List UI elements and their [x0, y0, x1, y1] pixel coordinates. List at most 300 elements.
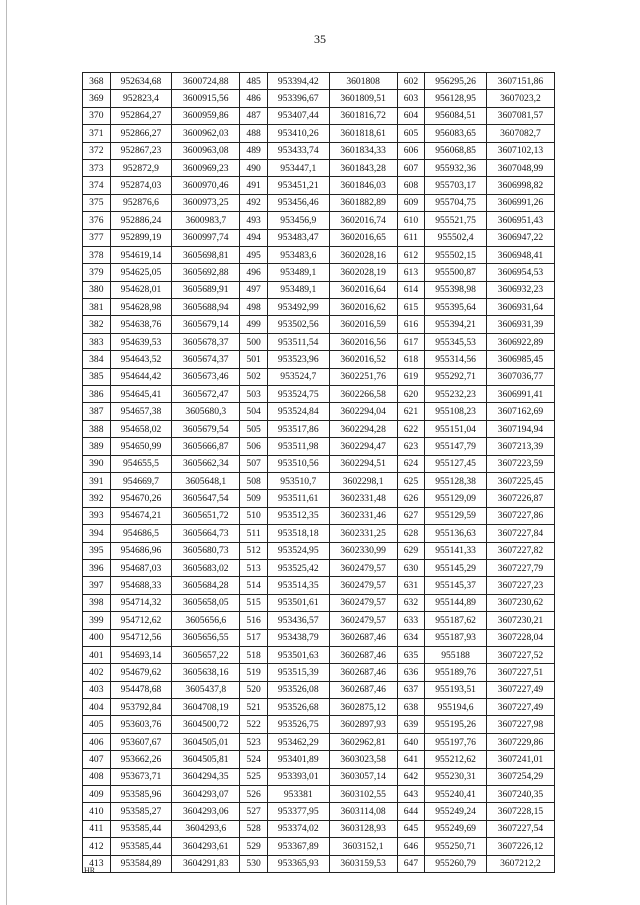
- y-coordinate-cell: 3600962,03: [172, 125, 240, 142]
- y-coordinate-cell: 3607082,7: [486, 125, 554, 142]
- table-row: [83, 333, 555, 350]
- y-coordinate-cell: 3602028,19: [329, 264, 397, 281]
- table-row: [83, 681, 555, 698]
- x-coordinate-cell: 955189,76: [425, 664, 487, 681]
- y-coordinate-cell: 3605656,6: [172, 612, 240, 629]
- y-coordinate-cell: 3602016,56: [329, 333, 397, 350]
- y-coordinate-cell: 3607227,51: [486, 664, 554, 681]
- point-number-cell: 622: [397, 420, 425, 437]
- table-row: [83, 125, 555, 142]
- x-coordinate-cell: 953433,74: [267, 142, 329, 159]
- x-coordinate-cell: 953526,08: [267, 681, 329, 698]
- x-coordinate-cell: 955128,38: [425, 472, 487, 489]
- y-coordinate-cell: 3602028,16: [329, 246, 397, 263]
- point-number-cell: 639: [397, 716, 425, 733]
- y-coordinate-cell: 3600970,46: [172, 177, 240, 194]
- table-row: [83, 646, 555, 663]
- point-number-cell: 485: [240, 73, 268, 90]
- y-coordinate-cell: 3601818,61: [329, 125, 397, 142]
- point-number-cell: 625: [397, 472, 425, 489]
- point-number-cell: 401: [83, 646, 111, 663]
- y-coordinate-cell: 3602331,48: [329, 490, 397, 507]
- x-coordinate-cell: 954619,14: [110, 246, 172, 263]
- x-coordinate-cell: 953365,93: [267, 855, 329, 872]
- y-coordinate-cell: 3606931,39: [486, 316, 554, 333]
- point-number-cell: 388: [83, 420, 111, 437]
- y-coordinate-cell: 3605680,3: [172, 403, 240, 420]
- y-coordinate-cell: 3602687,46: [329, 664, 397, 681]
- y-coordinate-cell: 3607227,49: [486, 681, 554, 698]
- point-number-cell: 611: [397, 229, 425, 246]
- x-coordinate-cell: 955129,59: [425, 507, 487, 524]
- y-coordinate-cell: 3604708,19: [172, 699, 240, 716]
- x-coordinate-cell: 953394,42: [267, 73, 329, 90]
- point-number-cell: 643: [397, 786, 425, 803]
- y-coordinate-cell: 3605656,55: [172, 629, 240, 646]
- x-coordinate-cell: 953396,67: [267, 90, 329, 107]
- x-coordinate-cell: 953524,84: [267, 403, 329, 420]
- y-coordinate-cell: 3602479,57: [329, 612, 397, 629]
- point-number-cell: 490: [240, 159, 268, 176]
- point-number-cell: 380: [83, 281, 111, 298]
- table-row: [83, 803, 555, 820]
- y-coordinate-cell: 3605689,91: [172, 281, 240, 298]
- point-number-cell: 512: [240, 542, 268, 559]
- x-coordinate-cell: 953584,89: [110, 855, 172, 872]
- point-number-cell: 521: [240, 699, 268, 716]
- x-coordinate-cell: 956083,65: [425, 125, 487, 142]
- y-coordinate-cell: 3607213,39: [486, 438, 554, 455]
- point-number-cell: 603: [397, 90, 425, 107]
- x-coordinate-cell: 956128,95: [425, 90, 487, 107]
- x-coordinate-cell: 953483,47: [267, 229, 329, 246]
- y-coordinate-cell: 3603023,58: [329, 751, 397, 768]
- x-coordinate-cell: 954679,62: [110, 664, 172, 681]
- x-coordinate-cell: 953515,39: [267, 664, 329, 681]
- point-number-cell: 371: [83, 125, 111, 142]
- x-coordinate-cell: 955144,89: [425, 594, 487, 611]
- y-coordinate-cell: 3601809,51: [329, 90, 397, 107]
- point-number-cell: 509: [240, 490, 268, 507]
- point-number-cell: 495: [240, 246, 268, 263]
- x-coordinate-cell: 953585,44: [110, 820, 172, 837]
- y-coordinate-cell: 3600915,56: [172, 90, 240, 107]
- point-number-cell: 524: [240, 751, 268, 768]
- x-coordinate-cell: 953585,27: [110, 803, 172, 820]
- x-coordinate-cell: 954628,98: [110, 299, 172, 316]
- point-number-cell: 489: [240, 142, 268, 159]
- point-number-cell: 406: [83, 733, 111, 750]
- table-row: [83, 212, 555, 229]
- point-number-cell: 636: [397, 664, 425, 681]
- table-row: [83, 751, 555, 768]
- y-coordinate-cell: 3602298,1: [329, 472, 397, 489]
- point-number-cell: 644: [397, 803, 425, 820]
- x-coordinate-cell: 955394,21: [425, 316, 487, 333]
- point-number-cell: 520: [240, 681, 268, 698]
- x-coordinate-cell: 953662,26: [110, 751, 172, 768]
- y-coordinate-cell: 3607227,79: [486, 559, 554, 576]
- table-body: [83, 73, 555, 873]
- point-number-cell: 487: [240, 107, 268, 124]
- x-coordinate-cell: 955141,33: [425, 542, 487, 559]
- y-coordinate-cell: 3607228,15: [486, 803, 554, 820]
- x-coordinate-cell: 953456,46: [267, 194, 329, 211]
- point-number-cell: 530: [240, 855, 268, 872]
- x-coordinate-cell: 955136,63: [425, 525, 487, 542]
- point-number-cell: 620: [397, 386, 425, 403]
- y-coordinate-cell: 3602266,58: [329, 386, 397, 403]
- y-coordinate-cell: 3600983,7: [172, 212, 240, 229]
- x-coordinate-cell: 953511,61: [267, 490, 329, 507]
- y-coordinate-cell: 3600959,86: [172, 107, 240, 124]
- point-number-cell: 373: [83, 159, 111, 176]
- point-number-cell: 606: [397, 142, 425, 159]
- x-coordinate-cell: 954669,7: [110, 472, 172, 489]
- x-coordinate-cell: 955521,75: [425, 212, 487, 229]
- y-coordinate-cell: 3602687,46: [329, 629, 397, 646]
- y-coordinate-cell: 3605664,73: [172, 525, 240, 542]
- footer-mark: HR: [84, 866, 96, 875]
- y-coordinate-cell: 3607227,49: [486, 699, 554, 716]
- y-coordinate-cell: 3605688,94: [172, 299, 240, 316]
- y-coordinate-cell: 3602251,76: [329, 368, 397, 385]
- point-number-cell: 617: [397, 333, 425, 350]
- point-number-cell: 525: [240, 768, 268, 785]
- y-coordinate-cell: 3607212,2: [486, 855, 554, 872]
- y-coordinate-cell: 3605657,22: [172, 646, 240, 663]
- y-coordinate-cell: 3606948,41: [486, 246, 554, 263]
- point-number-cell: 605: [397, 125, 425, 142]
- x-coordinate-cell: 956084,51: [425, 107, 487, 124]
- point-number-cell: 505: [240, 420, 268, 437]
- point-number-cell: 368: [83, 73, 111, 90]
- page-edge-line: [6, 0, 7, 905]
- point-number-cell: 496: [240, 264, 268, 281]
- x-coordinate-cell: 953510,56: [267, 455, 329, 472]
- x-coordinate-cell: 954693,14: [110, 646, 172, 663]
- y-coordinate-cell: 3607240,35: [486, 786, 554, 803]
- x-coordinate-cell: 953510,7: [267, 472, 329, 489]
- point-number-cell: 642: [397, 768, 425, 785]
- x-coordinate-cell: 955145,29: [425, 559, 487, 576]
- x-coordinate-cell: 955187,62: [425, 612, 487, 629]
- x-coordinate-cell: 952886,24: [110, 212, 172, 229]
- point-number-cell: 638: [397, 699, 425, 716]
- y-coordinate-cell: 3604505,01: [172, 733, 240, 750]
- x-coordinate-cell: 953367,89: [267, 838, 329, 855]
- y-coordinate-cell: 3604293,07: [172, 786, 240, 803]
- point-number-cell: 492: [240, 194, 268, 211]
- y-coordinate-cell: 3606985,45: [486, 351, 554, 368]
- point-number-cell: 400: [83, 629, 111, 646]
- y-coordinate-cell: 3603159,53: [329, 855, 397, 872]
- x-coordinate-cell: 953438,79: [267, 629, 329, 646]
- y-coordinate-cell: 3607081,57: [486, 107, 554, 124]
- y-coordinate-cell: 3603128,93: [329, 820, 397, 837]
- point-number-cell: 602: [397, 73, 425, 90]
- x-coordinate-cell: 953462,29: [267, 733, 329, 750]
- y-coordinate-cell: 3604293,6: [172, 820, 240, 837]
- y-coordinate-cell: 3602897,93: [329, 716, 397, 733]
- x-coordinate-cell: 954644,42: [110, 368, 172, 385]
- point-number-cell: 508: [240, 472, 268, 489]
- point-number-cell: 403: [83, 681, 111, 698]
- y-coordinate-cell: 3605680,73: [172, 542, 240, 559]
- y-coordinate-cell: 3607227,54: [486, 820, 554, 837]
- x-coordinate-cell: 954674,21: [110, 507, 172, 524]
- x-coordinate-cell: 952899,19: [110, 229, 172, 246]
- point-number-cell: 604: [397, 107, 425, 124]
- y-coordinate-cell: 3605647,54: [172, 490, 240, 507]
- x-coordinate-cell: 953381: [267, 786, 329, 803]
- y-coordinate-cell: 3605692,88: [172, 264, 240, 281]
- table-row: [83, 90, 555, 107]
- y-coordinate-cell: 3602687,46: [329, 646, 397, 663]
- point-number-cell: 384: [83, 351, 111, 368]
- point-number-cell: 506: [240, 438, 268, 455]
- point-number-cell: 646: [397, 838, 425, 855]
- x-coordinate-cell: 955240,41: [425, 786, 487, 803]
- x-coordinate-cell: 955502,4: [425, 229, 487, 246]
- x-coordinate-cell: 953523,96: [267, 351, 329, 368]
- y-coordinate-cell: 3601882,89: [329, 194, 397, 211]
- x-coordinate-cell: 953401,89: [267, 751, 329, 768]
- point-number-cell: 618: [397, 351, 425, 368]
- point-number-cell: 486: [240, 90, 268, 107]
- y-coordinate-cell: 3607241,01: [486, 751, 554, 768]
- point-number-cell: 374: [83, 177, 111, 194]
- point-number-cell: 614: [397, 281, 425, 298]
- x-coordinate-cell: 953410,26: [267, 125, 329, 142]
- y-coordinate-cell: 3606998,82: [486, 177, 554, 194]
- y-coordinate-cell: 3602294,47: [329, 438, 397, 455]
- x-coordinate-cell: 955145,37: [425, 577, 487, 594]
- y-coordinate-cell: 3600997,74: [172, 229, 240, 246]
- table-row: [83, 838, 555, 855]
- y-coordinate-cell: 3604291,83: [172, 855, 240, 872]
- point-number-cell: 409: [83, 786, 111, 803]
- point-number-cell: 397: [83, 577, 111, 594]
- coordinates-table: [82, 72, 555, 873]
- y-coordinate-cell: 3602294,28: [329, 420, 397, 437]
- y-coordinate-cell: 3604293,06: [172, 803, 240, 820]
- point-number-cell: 399: [83, 612, 111, 629]
- point-number-cell: 392: [83, 490, 111, 507]
- point-number-cell: 514: [240, 577, 268, 594]
- point-number-cell: 612: [397, 246, 425, 263]
- point-number-cell: 498: [240, 299, 268, 316]
- y-coordinate-cell: 3607223,59: [486, 455, 554, 472]
- point-number-cell: 376: [83, 212, 111, 229]
- point-number-cell: 499: [240, 316, 268, 333]
- y-coordinate-cell: 3605674,37: [172, 351, 240, 368]
- y-coordinate-cell: 3605683,02: [172, 559, 240, 576]
- y-coordinate-cell: 3605679,54: [172, 420, 240, 437]
- x-coordinate-cell: 955249,24: [425, 803, 487, 820]
- x-coordinate-cell: 953524,75: [267, 386, 329, 403]
- y-coordinate-cell: 3603152,1: [329, 838, 397, 855]
- x-coordinate-cell: 953511,98: [267, 438, 329, 455]
- table-row: [83, 594, 555, 611]
- y-coordinate-cell: 3602331,46: [329, 507, 397, 524]
- table-row: [83, 472, 555, 489]
- x-coordinate-cell: 954478,68: [110, 681, 172, 698]
- point-number-cell: 632: [397, 594, 425, 611]
- x-coordinate-cell: 953518,18: [267, 525, 329, 542]
- point-number-cell: 619: [397, 368, 425, 385]
- point-number-cell: 398: [83, 594, 111, 611]
- x-coordinate-cell: 952867,23: [110, 142, 172, 159]
- y-coordinate-cell: 3607151,86: [486, 73, 554, 90]
- x-coordinate-cell: 955127,45: [425, 455, 487, 472]
- x-coordinate-cell: 954712,56: [110, 629, 172, 646]
- point-number-cell: 405: [83, 716, 111, 733]
- y-coordinate-cell: 3602016,74: [329, 212, 397, 229]
- point-number-cell: 610: [397, 212, 425, 229]
- point-number-cell: 640: [397, 733, 425, 750]
- point-number-cell: 616: [397, 316, 425, 333]
- point-number-cell: 381: [83, 299, 111, 316]
- y-coordinate-cell: 3601816,72: [329, 107, 397, 124]
- y-coordinate-cell: 3607227,84: [486, 525, 554, 542]
- x-coordinate-cell: 953451,21: [267, 177, 329, 194]
- x-coordinate-cell: 954639,53: [110, 333, 172, 350]
- y-coordinate-cell: 3607229,86: [486, 733, 554, 750]
- table-row: [83, 525, 555, 542]
- point-number-cell: 377: [83, 229, 111, 246]
- y-coordinate-cell: 3604500,72: [172, 716, 240, 733]
- point-number-cell: 378: [83, 246, 111, 263]
- point-number-cell: 634: [397, 629, 425, 646]
- point-number-cell: 641: [397, 751, 425, 768]
- point-number-cell: 502: [240, 368, 268, 385]
- y-coordinate-cell: 3601834,33: [329, 142, 397, 159]
- x-coordinate-cell: 952864,27: [110, 107, 172, 124]
- table-row: [83, 73, 555, 90]
- point-number-cell: 607: [397, 159, 425, 176]
- x-coordinate-cell: 955395,64: [425, 299, 487, 316]
- y-coordinate-cell: 3602479,57: [329, 594, 397, 611]
- x-coordinate-cell: 952872,9: [110, 159, 172, 176]
- y-coordinate-cell: 3604293,61: [172, 838, 240, 855]
- y-coordinate-cell: 3600973,25: [172, 194, 240, 211]
- y-coordinate-cell: 3606954,53: [486, 264, 554, 281]
- table-row: [83, 107, 555, 124]
- x-coordinate-cell: 954687,03: [110, 559, 172, 576]
- x-coordinate-cell: 956068,85: [425, 142, 487, 159]
- x-coordinate-cell: 953407,44: [267, 107, 329, 124]
- x-coordinate-cell: 954686,96: [110, 542, 172, 559]
- x-coordinate-cell: 953585,44: [110, 838, 172, 855]
- point-number-cell: 635: [397, 646, 425, 663]
- point-number-cell: 507: [240, 455, 268, 472]
- x-coordinate-cell: 954645,41: [110, 386, 172, 403]
- table-row: [83, 246, 555, 263]
- table-row: [83, 455, 555, 472]
- point-number-cell: 628: [397, 525, 425, 542]
- x-coordinate-cell: 953393,01: [267, 768, 329, 785]
- table-row: [83, 316, 555, 333]
- y-coordinate-cell: 3603102,55: [329, 786, 397, 803]
- point-number-cell: 630: [397, 559, 425, 576]
- point-number-cell: 391: [83, 472, 111, 489]
- x-coordinate-cell: 953526,75: [267, 716, 329, 733]
- point-number-cell: 513: [240, 559, 268, 576]
- y-coordinate-cell: 3606931,64: [486, 299, 554, 316]
- point-number-cell: 627: [397, 507, 425, 524]
- x-coordinate-cell: 955703,17: [425, 177, 487, 194]
- table-row: [83, 629, 555, 646]
- table-row: [83, 577, 555, 594]
- point-number-cell: 613: [397, 264, 425, 281]
- x-coordinate-cell: 955188: [425, 646, 487, 663]
- x-coordinate-cell: 955249,69: [425, 820, 487, 837]
- y-coordinate-cell: 3602687,46: [329, 681, 397, 698]
- y-coordinate-cell: 3607254,29: [486, 768, 554, 785]
- table-row: [83, 438, 555, 455]
- point-number-cell: 383: [83, 333, 111, 350]
- y-coordinate-cell: 3605437,8: [172, 681, 240, 698]
- point-number-cell: 609: [397, 194, 425, 211]
- x-coordinate-cell: 955193,51: [425, 681, 487, 698]
- y-coordinate-cell: 3601846,03: [329, 177, 397, 194]
- point-number-cell: 369: [83, 90, 111, 107]
- x-coordinate-cell: 953489,1: [267, 281, 329, 298]
- y-coordinate-cell: 3607230,62: [486, 594, 554, 611]
- x-coordinate-cell: 954625,05: [110, 264, 172, 281]
- x-coordinate-cell: 955108,23: [425, 403, 487, 420]
- table-row: [83, 612, 555, 629]
- point-number-cell: 497: [240, 281, 268, 298]
- x-coordinate-cell: 955129,09: [425, 490, 487, 507]
- x-coordinate-cell: 955187,93: [425, 629, 487, 646]
- y-coordinate-cell: 3602016,64: [329, 281, 397, 298]
- y-coordinate-cell: 3602294,51: [329, 455, 397, 472]
- table-row: [83, 855, 555, 872]
- point-number-cell: 395: [83, 542, 111, 559]
- table-row: [83, 159, 555, 176]
- y-coordinate-cell: 3605662,34: [172, 455, 240, 472]
- point-number-cell: 375: [83, 194, 111, 211]
- x-coordinate-cell: 953501,61: [267, 594, 329, 611]
- y-coordinate-cell: 3600969,23: [172, 159, 240, 176]
- table-row: [83, 264, 555, 281]
- point-number-cell: 379: [83, 264, 111, 281]
- point-number-cell: 410: [83, 803, 111, 820]
- x-coordinate-cell: 954712,62: [110, 612, 172, 629]
- x-coordinate-cell: 953607,67: [110, 733, 172, 750]
- x-coordinate-cell: 952876,6: [110, 194, 172, 211]
- table-row: [83, 559, 555, 576]
- x-coordinate-cell: 953512,35: [267, 507, 329, 524]
- y-coordinate-cell: 3606947,22: [486, 229, 554, 246]
- page-number: 35: [314, 32, 326, 46]
- point-number-cell: 385: [83, 368, 111, 385]
- table-row: [83, 507, 555, 524]
- y-coordinate-cell: 3603057,14: [329, 768, 397, 785]
- point-number-cell: 412: [83, 838, 111, 855]
- point-number-cell: 389: [83, 438, 111, 455]
- x-coordinate-cell: 952874,03: [110, 177, 172, 194]
- y-coordinate-cell: 3607227,82: [486, 542, 554, 559]
- y-coordinate-cell: 3606991,41: [486, 386, 554, 403]
- table-row: [83, 786, 555, 803]
- x-coordinate-cell: 954650,99: [110, 438, 172, 455]
- point-number-cell: 527: [240, 803, 268, 820]
- x-coordinate-cell: 953502,56: [267, 316, 329, 333]
- x-coordinate-cell: 953501,63: [267, 646, 329, 663]
